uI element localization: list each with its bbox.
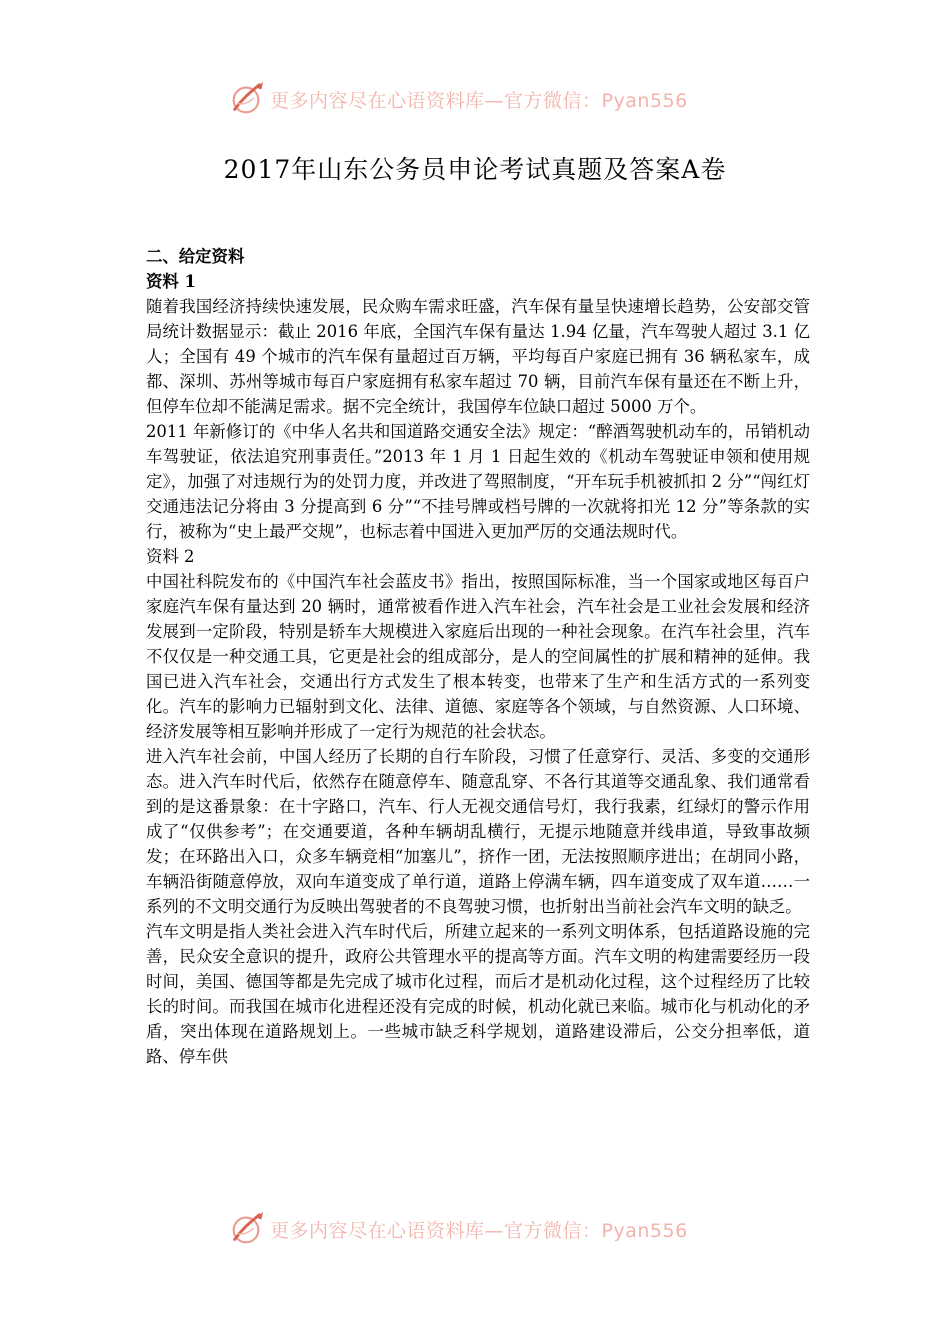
material-1-label: 资料 1 [146,272,196,291]
pen-flourish-icon [228,1210,266,1248]
material-2-paragraph-2: 进入汽车社会前，中国人经历了长期的自行车阶段，习惯了任意穿行、灵活、多变的交通形态。进入汽车时代后，依然存在随意停车、随意乱穿、不各行其道等交通乱象、我们通常看到的是这番景象：在十字路口，汽车、行人无视交通信号灯，我行我素，红绿灯的警示作用成了“仅供参考”；在交通要道，各种车辆胡乱横行，无提示地随意并线串道，导致事故频发；在环路出入口，众多车辆竞相“加塞儿”，挤作一团，无法按照顺序进出；在胡同小路，车辆沿街随意停放，双向车道变成了单行道，道路上停满车辆，四车道变成了双车道……一系列的不文明交通行为反映出驾驶者的不良驾驶习惯，也折射出当前社会汽车文明的缺乏。 [146,747,810,916]
section-heading: 二、给定资料 [146,247,245,266]
material-2-paragraph-1: 中国社科院发布的《中国汽车社会蓝皮书》指出，按照国际标准，当一个国家或地区每百户家庭汽车保有量达到 20 辆时，通常被看作进入汽车社会，汽车社会是工业社会发展和经济发展到一定阶段，特别是轿车大规模进入家庭后出现的一种社会现象。在汽车社会里，汽车不仅仅是一种交通工具，它更是社会的组成部分，是人的空间属性的扩展和精神的延伸。我国已进入汽车社会，交通出行方式发生了根本转变，也带来了生产和生活方式的一系列变化。汽车的影响力已辐射到文化、法律、道德、家庭等各个领域，与自然资源、人口环境、经济发展等相互影响并形成了一定行为规范的社会状态。 [146,572,810,741]
watermark-text: 更多内容尽在心语资料库—官方微信：Pyan556 [270,89,688,112]
pen-flourish-icon [228,80,266,118]
header-watermark [228,78,728,120]
material-2-paragraph-3: 汽车文明是指人类社会进入汽车时代后，所建立起来的一系列文明体系，包括道路设施的完善，民众安全意识的提升，政府公共管理水平的提高等方面。汽车文明的构建需要经历一段时间，美国、德国等都是先完成了城市化过程，而后才是机动化过程，这个过程经历了比较长的时间。而我国在城市化进程还没有完成的时候，机动化就已来临。城市化与机动化的矛盾，突出体现在道路规划上。一些城市缺乏科学规划，道路建设滞后，公交分担率低，道路、停车供 [146,922,810,1066]
material-1-paragraph-2: 2011 年新修订的《中华人名共和国道路交通安全法》规定：“醉酒驾驶机动车的，吊销机动车驾驶证，依法追究刑事责任。”2013 年 1 月 1 日起生效的《机动车驾驶证申领和使用规定》，加强了对违规行为的处罚力度，并改进了驾照制度，“开车玩手机被抓扣 2 分”“闯红灯交通违法记分将由 3 分提高到 6 分”“不挂号牌或档号牌的一次就将扣光 12 分”等条款的实行，被称为“史上最严交规”，也标志着中国进入更加严厉的交通法规时代。 [146,422,810,541]
page-title: 2017年山东公务员申论考试真题及答案A卷 [223,155,727,184]
watermark-text: 更多内容尽在心语资料库—官方微信：Pyan556 [270,1219,688,1242]
document-body [146,244,810,1069]
footer-watermark [228,1208,728,1250]
material-1-paragraph-1: 随着我国经济持续快速发展，民众购车需求旺盛，汽车保有量呈快速增长趋势，公安部交管局统计数据显示：截止 2016 年底，全国汽车保有量达 1.94 亿量，汽车驾驶人超过 3.1 亿人；全国有 49 个城市的汽车保有量超过百万辆，平均每百户家庭已拥有 36 辆私家车，成都、深圳、苏州等城市每百户家庭拥有私家车超过 70 辆，目前汽车保有量还在不断上升，但停车位却不能满足需求。据不完全统计，我国停车位缺口超过 5000 万个。 [146,297,810,416]
material-2-label: 资料 2 [146,547,195,566]
